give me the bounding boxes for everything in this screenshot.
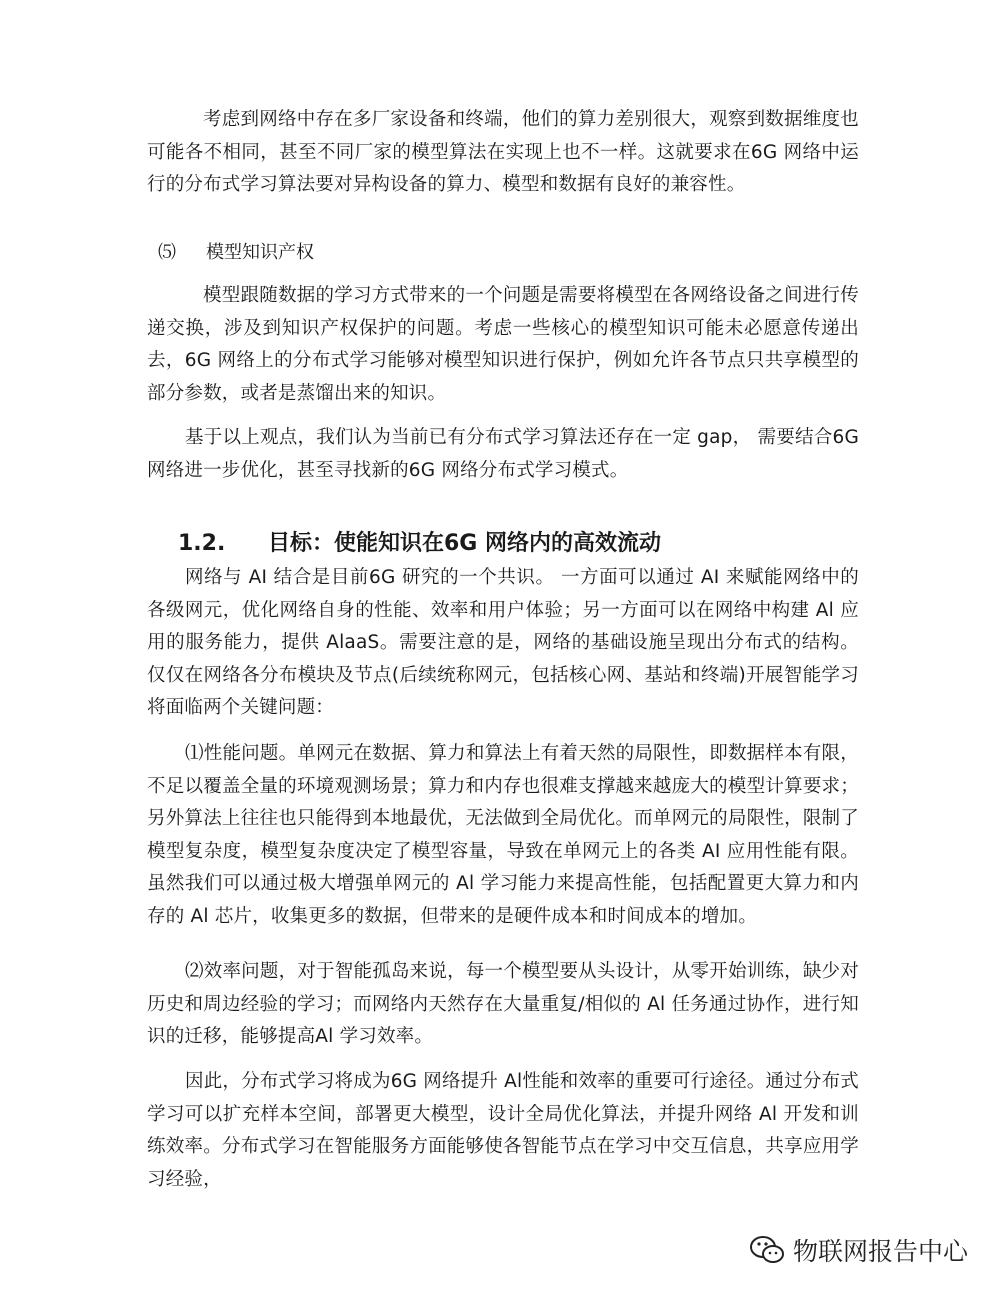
paragraph-distributed-learning: 因此，分布式学习将成为6G 网络提升 Al性能和效率的重要可行途径。通过分布式学习可以扩充样本空间，部署更大模型，设计全局优化算法，并提升网络 Al 开发和训练效率。分布式学习在智能服务方面能够使各智能节点在学习中交互信息，共享应用学习经验， <box>147 1071 859 1190</box>
paragraph-efficiency-issue: ⑵效率问题，对于智能孤岛来说，每一个模型要从头设计，从零开始训练，缺少对历史和周边经验的学习；而网络内天然存在大量重复/相似的 Al 任务通过协作，进行知识的迁移，能够提高Al 学习效率。 <box>147 961 859 1047</box>
paragraph-compatibility: 考虑到网络中存在多厂家设备和终端，他们的算力差别很大，观察到数据维度也可能各不相同，甚至不同厂家的模型算法在实现上也不一样。这就要求在6G 网络中运行的分布式学习算法要对异构设备的算力、模型和数据有良好的兼容性。 <box>147 109 859 195</box>
section-number: 1.2. <box>178 531 226 556</box>
paragraph-network-ai: 网络与 AI 结合是目前6G 研究的一个共识。 一方面可以通过 AI 来赋能网络中的各级网元，优化网络自身的性能、效率和用户体验；另一方面可以在网络中构建 Al 应用的服务能力，提供 AlaaS。需要注意的是，网络的基础设施呈现出分布式的结构。仅仅在网络各分布模块及节点(后续统称网元，包括核心网、基站和终端)开展智能学习将面临两个关键问题： <box>147 567 859 718</box>
watermark-text: 物联网报告中心 <box>792 1237 968 1266</box>
watermark <box>749 1232 968 1268</box>
subsection-heading <box>158 238 314 264</box>
paragraph-ip-protection: 模型跟随数据的学习方式带来的一个问题是需要将模型在各网络设备之间进行传递交换，涉及到知识产权保护的问题。考虑一些核心的模型知识可能未必愿意传递出去，6G 网络上的分布式学习能够对模型知识进行保护，例如允许各节点只共享模型的部分参数，或者是蒸馏出来的知识。 <box>147 285 859 404</box>
section-heading <box>178 526 661 557</box>
subsection-number: ⑸ <box>158 242 176 263</box>
wechat-icon <box>749 1235 785 1265</box>
paragraph-performance-issue: ⑴性能问题。单网元在数据、算力和算法上有着天然的局限性，即数据样本有限，不足以覆盖全量的环境观测场景；算力和内存也很难支撑越来越庞大的模型计算要求；另外算法上往往也只能得到本地最优，无法做到全局优化。而单网元的局限性，限制了模型复杂度，模型复杂度决定了模型容量，导致在单网元上的各类 AI 应用性能有限。虽然我们可以通过极大增强单网元的 Al 学习能力来提高性能，包括配置更大算力和内存的 Al 芯片，收集更多的数据，但带来的是硬件成本和时间成本的增加。 <box>147 743 859 927</box>
paragraph-conclusion: 基于以上观点，我们认为当前已有分布式学习算法还存在一定 gap， 需要结合6G 网络进一步优化，甚至寻找新的6G 网络分布式学习模式。 <box>147 427 859 481</box>
subsection-title: 模型知识产权 <box>206 242 314 263</box>
section-title: 目标：使能知识在6G 网络内的高效流动 <box>268 531 662 556</box>
